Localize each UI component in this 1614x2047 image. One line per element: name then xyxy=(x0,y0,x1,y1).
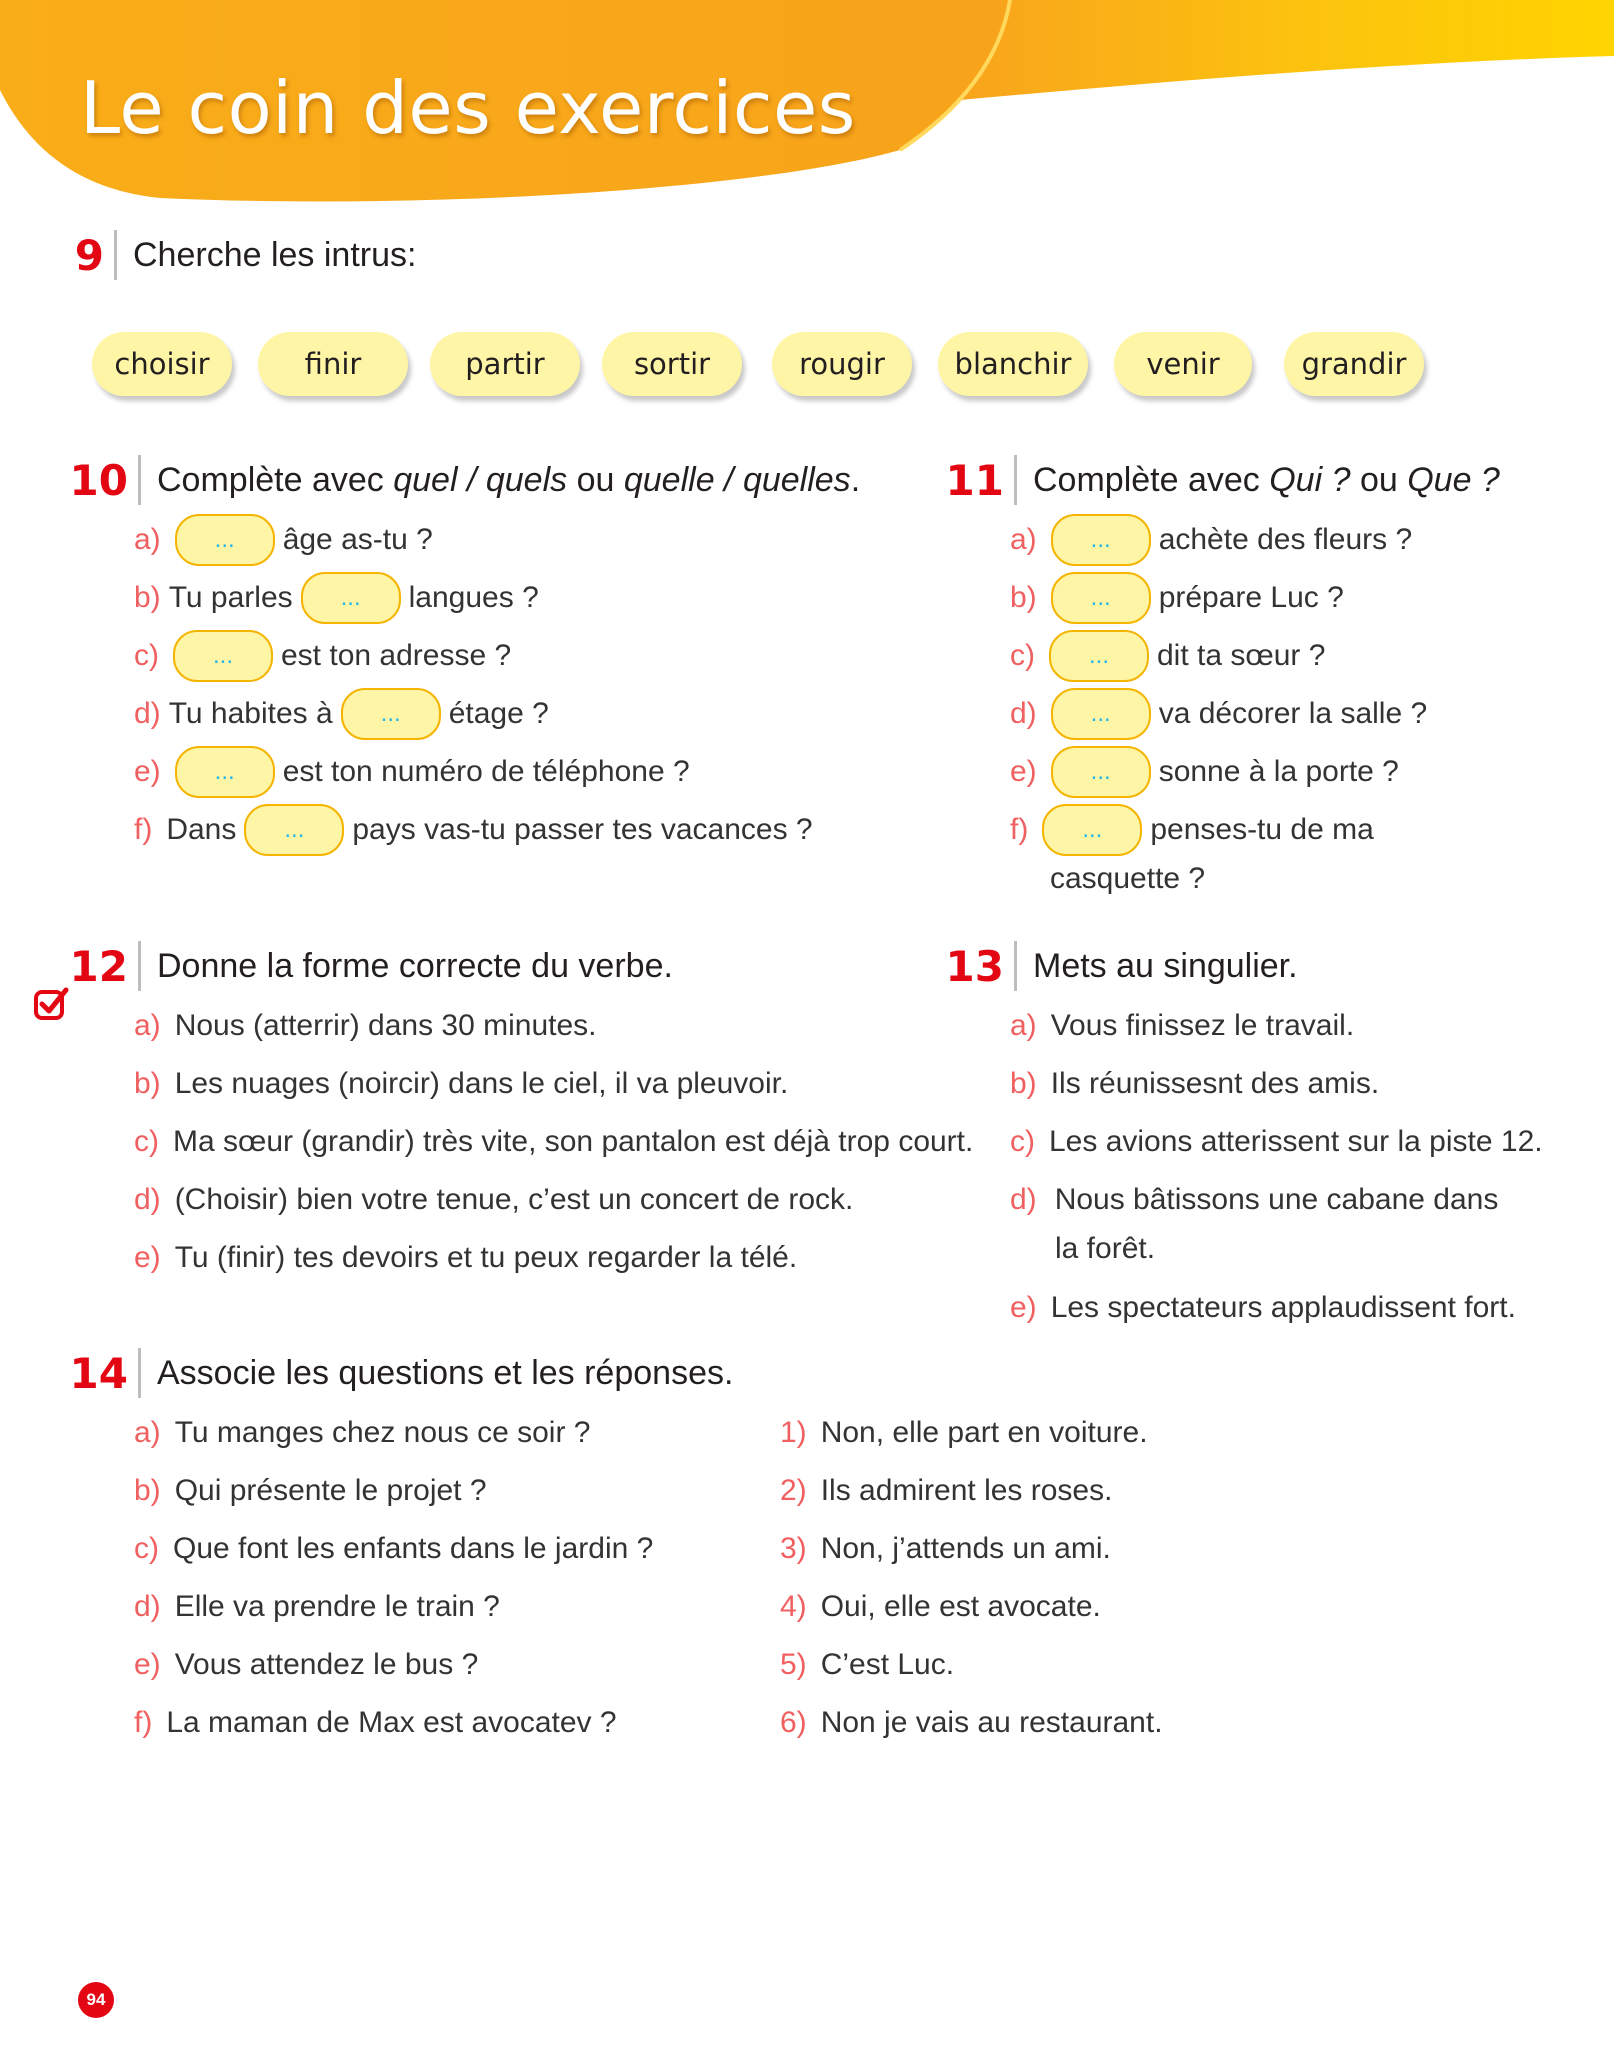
exercise-12-header xyxy=(56,937,673,995)
exercise-item: d) Nous bâtissons une cabane dans xyxy=(1010,1183,1499,1216)
answer-blank[interactable]: ... xyxy=(1051,514,1151,566)
answer-item: 5) C’est Luc. xyxy=(780,1648,955,1681)
answer-item: 3) Non, j’attends un ami. xyxy=(780,1532,1111,1565)
item-label: d) xyxy=(1010,1183,1037,1216)
answer-blank[interactable]: ... xyxy=(244,804,344,856)
answer-blank[interactable]: ... xyxy=(173,630,273,682)
divider xyxy=(138,1348,141,1398)
divider xyxy=(114,230,117,280)
exercise-title: Complète avec Qui ? ou Que ? xyxy=(1033,460,1500,499)
item-label: e) xyxy=(1010,1291,1037,1324)
item-label: 4) xyxy=(780,1590,807,1623)
question-item: d) Elle va prendre le train ? xyxy=(134,1590,500,1623)
exercise-11-header xyxy=(932,451,1500,509)
exercise-item: d) (Choisir) bien votre tenue, c’est un concert de rock. xyxy=(134,1183,854,1216)
word-chip: sortir xyxy=(602,332,742,396)
exercise-number: 11 xyxy=(945,455,1004,505)
exercise-9-header xyxy=(56,226,416,284)
exercise-item: e) Tu (finir) tes devoirs et tu peux regarder la télé. xyxy=(134,1241,798,1274)
word-chip: venir xyxy=(1114,332,1252,396)
exercise-title: Mets au singulier. xyxy=(1033,946,1298,985)
exercise-item: f) ... penses-tu de ma xyxy=(1010,802,1374,858)
answer-item: 1) Non, elle part en voiture. xyxy=(780,1416,1148,1449)
exercise-item: e) ... sonne à la porte ? xyxy=(1010,744,1399,800)
word-chip: blanchir xyxy=(938,332,1088,396)
item-label: 6) xyxy=(780,1706,807,1739)
item-label: 3) xyxy=(780,1532,807,1565)
item-label: e) xyxy=(134,1648,161,1681)
exercise-item: c) Ma sœur (grandir) très vite, son pantalon est déjà trop court. xyxy=(134,1125,974,1158)
answer-blank[interactable]: ... xyxy=(1049,630,1149,682)
item-label: a) xyxy=(134,523,161,556)
item-label: b) xyxy=(134,1474,161,1507)
item-label: e) xyxy=(134,1241,161,1274)
item-continuation: la forêt. xyxy=(1055,1232,1156,1265)
item-label: b) xyxy=(134,1067,161,1100)
question-item: f) La maman de Max est avocatev ? xyxy=(134,1706,617,1739)
item-label: c) xyxy=(1010,639,1035,672)
item-label: b) xyxy=(134,581,161,614)
item-label: a) xyxy=(134,1416,161,1449)
item-label: d) xyxy=(134,697,161,730)
exercise-13-header xyxy=(932,937,1298,995)
exercise-item: d) Tu habites à ... étage ? xyxy=(134,686,549,742)
word-chip: grandir xyxy=(1284,332,1424,396)
item-label: b) xyxy=(1010,1067,1037,1100)
item-label: a) xyxy=(1010,523,1037,556)
item-label: b) xyxy=(1010,581,1037,614)
item-label: 5) xyxy=(780,1648,807,1681)
item-label: d) xyxy=(134,1590,161,1623)
exercise-item: c) ... est ton adresse ? xyxy=(134,628,511,684)
exercise-title: Complète avec quel / quels ou quelle / quelles. xyxy=(157,460,861,499)
exercise-item: e) Les spectateurs applaudissent fort. xyxy=(1010,1291,1516,1324)
answer-item: 2) Ils admirent les roses. xyxy=(780,1474,1113,1507)
item-label: e) xyxy=(1010,755,1037,788)
item-continuation: casquette ? xyxy=(1050,862,1206,895)
word-chip: choisir xyxy=(92,332,232,396)
answer-blank[interactable]: ... xyxy=(301,572,401,624)
page-number: 94 xyxy=(78,1982,114,2018)
item-label: f) xyxy=(134,813,153,846)
word-chip: partir xyxy=(430,332,580,396)
exercise-title: Associe les questions et les réponses. xyxy=(157,1353,734,1392)
exercise-item: a) Vous finissez le travail. xyxy=(1010,1009,1355,1042)
exercise-item: a) ... âge as-tu ? xyxy=(134,512,433,568)
item-label: f) xyxy=(134,1706,153,1739)
item-label: 1) xyxy=(780,1416,807,1449)
answer-blank[interactable]: ... xyxy=(1042,804,1142,856)
item-label: c) xyxy=(134,639,159,672)
exercise-item: c) ... dit ta sœur ? xyxy=(1010,628,1325,684)
exercise-number: 13 xyxy=(945,941,1004,991)
exercise-14-header xyxy=(56,1344,733,1402)
exercise-item: b) Tu parles ... langues ? xyxy=(134,570,539,626)
answer-blank[interactable]: ... xyxy=(1051,688,1151,740)
question-item: c) Que font les enfants dans le jardin ? xyxy=(134,1532,654,1565)
word-chip: finir xyxy=(258,332,408,396)
divider xyxy=(138,941,141,991)
answer-blank[interactable]: ... xyxy=(1051,746,1151,798)
divider xyxy=(1014,455,1017,505)
item-label: d) xyxy=(1010,697,1037,730)
item-label: c) xyxy=(134,1532,159,1565)
answer-item: 6) Non je vais au restaurant. xyxy=(780,1706,1163,1739)
exercise-number: 12 xyxy=(69,941,128,991)
exercise-10-header xyxy=(56,451,860,509)
exercise-item: c) Les avions atterissent sur la piste 12. xyxy=(1010,1125,1543,1158)
item-label: e) xyxy=(134,755,161,788)
item-label: f) xyxy=(1010,813,1029,846)
item-label: c) xyxy=(134,1125,159,1158)
divider xyxy=(138,455,141,505)
page-title: Le coin des exercices xyxy=(80,66,856,150)
exercise-number: 10 xyxy=(69,455,128,505)
item-label: c) xyxy=(1010,1125,1035,1158)
exercise-title: Donne la forme correcte du verbe. xyxy=(157,946,673,985)
item-label: a) xyxy=(134,1009,161,1042)
question-item: e) Vous attendez le bus ? xyxy=(134,1648,479,1681)
exercise-number: 9 xyxy=(74,230,104,280)
exercise-item: a) ... achète des fleurs ? xyxy=(1010,512,1412,568)
exercise-title: Cherche les intrus: xyxy=(133,235,417,274)
answer-blank[interactable]: ... xyxy=(175,746,275,798)
exercise-item: f) Dans ... pays vas-tu passer tes vacances ? xyxy=(134,802,813,858)
exercise-item: a) Nous (atterrir) dans 30 minutes. xyxy=(134,1009,597,1042)
exercise-item: b) Les nuages (noircir) dans le ciel, il va pleuvoir. xyxy=(134,1067,789,1100)
exercise-item: b) ... prépare Luc ? xyxy=(1010,570,1344,626)
exercise-item: d) ... va décorer la salle ? xyxy=(1010,686,1427,742)
question-item: a) Tu manges chez nous ce soir ? xyxy=(134,1416,591,1449)
question-item: b) Qui présente le projet ? xyxy=(134,1474,487,1507)
exercise-item: e) ... est ton numéro de téléphone ? xyxy=(134,744,690,800)
word-chip: rougir xyxy=(772,332,912,396)
exercise-number: 14 xyxy=(69,1348,128,1398)
answer-blank[interactable]: ... xyxy=(1051,572,1151,624)
divider xyxy=(1014,941,1017,991)
answer-blank[interactable]: ... xyxy=(175,514,275,566)
item-label: d) xyxy=(134,1183,161,1216)
answer-item: 4) Oui, elle est avocate. xyxy=(780,1590,1101,1623)
answer-blank[interactable]: ... xyxy=(341,688,441,740)
item-label: a) xyxy=(1010,1009,1037,1042)
exercise-item: b) Ils réunissesnt des amis. xyxy=(1010,1067,1380,1100)
item-label: 2) xyxy=(780,1474,807,1507)
